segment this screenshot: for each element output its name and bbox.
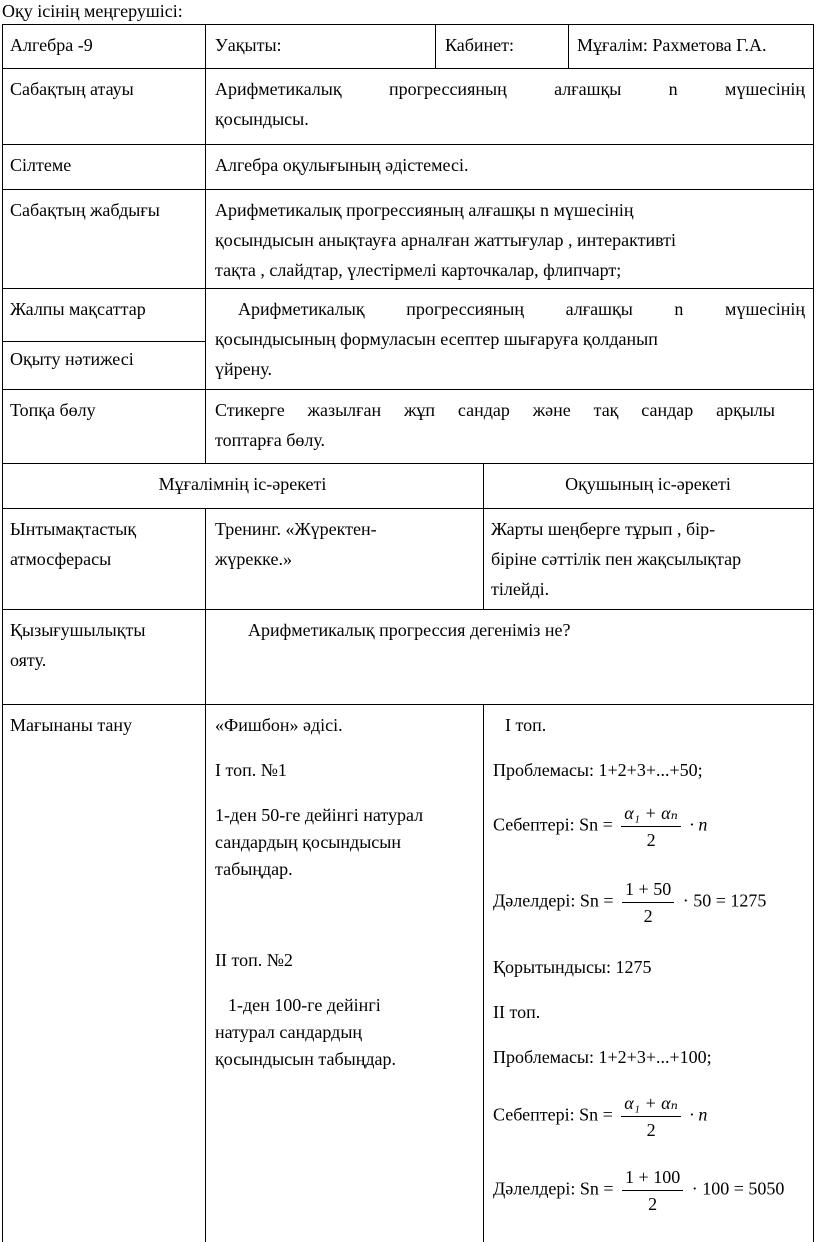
proof-label: Дәлелдері: Sn = [493,1178,614,1199]
proof-result: · 100 = 5050 [691,1178,785,1199]
col-divider [205,68,206,463]
sum-fraction [621,1090,681,1143]
teacher-activity-heading: Мұғалімнің іс-әрекеті [158,474,327,494]
interest-label: ояту. [10,650,47,670]
table-border-right [813,24,814,1242]
row-divider [2,68,814,69]
multiplier: · n [689,1104,708,1125]
col-divider [205,24,206,68]
cause-label: Себептері: Sn = [493,1104,613,1125]
proof-label: Дәлелдері: Sn = [493,890,614,911]
table-border-left [2,24,3,1242]
proof-fraction [622,1164,683,1217]
group2-task-line: натурал сандардың [215,1022,363,1042]
row-divider [2,341,205,342]
proof-formula-1 [493,876,766,929]
col-divider [435,24,436,68]
group2-title: ІІ топ. №2 [215,950,293,970]
proof-result: · 50 = 1275 [682,890,767,911]
row-divider [2,508,814,509]
row-divider [2,389,814,390]
outcomes-label: Оқыту нәтижесі [10,349,134,369]
fraction-numerator: 1 + 50 [622,876,674,903]
fraction-denominator: 2 [643,906,653,926]
interest-label: Қызығушылықты [10,620,146,640]
group1-task-line: 1-ден 50-ге дейінгі натурал [215,805,424,825]
col-divider [205,508,206,1242]
student-problem1: Проблемасы: 1+2+3+...+50; [493,760,703,780]
col-divider [483,704,484,1242]
collab-teacher-line: жүрекке.» [215,549,292,569]
row-divider [2,704,814,705]
grouping-line: топтарға бөлу. [215,430,326,450]
grouping-label: Топқа бөлу [10,400,96,420]
fraction-numerator: α₁ + αₙ [621,1090,681,1117]
proof-fraction [622,876,674,929]
document-header: Оқу ісінің меңгерушісі: [2,1,183,21]
sum-fraction [621,800,681,853]
collab-student-line: Жарты шеңберге тұрып , бір- [491,519,716,539]
cause-formula-2 [493,1090,707,1143]
collab-student-line: тілейді. [491,579,550,599]
row-divider [2,609,814,610]
proof-formula-2 [493,1164,784,1217]
group1-task-line: табыңдар. [215,859,293,879]
fraction-denominator: 2 [646,1120,656,1140]
equipment-label: Сабақтың жабдығы [10,200,160,220]
collab-teacher-line: Тренинг. «Жүректен- [215,519,377,539]
fraction-denominator: 2 [648,1194,658,1214]
fishbone-method: «Фишбон» әдісі. [215,715,343,735]
teacher-cell: Мұғалім: Рахметова Г.А. [577,35,767,55]
group1-task-line: сандардың қосындысын [215,832,402,852]
col-divider [568,24,569,68]
fraction-denominator: 2 [646,830,656,850]
reference-label: Сілтеме [10,155,72,175]
time-cell: Уақыты: [215,35,282,55]
lesson-title-line: Арифметикалық прогрессияның алғашқы n мүшесінің [215,79,805,99]
equipment-line: қосындысын анықтауға арналған жаттығулар , интерактивті [215,230,677,250]
student-activity-heading: Оқушының іс-әрекеті [565,474,731,494]
cause-label: Себептері: Sn = [493,814,613,835]
room-cell: Кабинет: [445,35,515,55]
lesson-title-label: Сабақтың атауы [10,79,134,99]
row-divider [2,24,814,25]
student-conclusion1: Қорытындысы: 1275 [493,957,652,977]
subject-cell: Алгебра -9 [10,35,93,55]
collab-label: Ынтымақтастық [10,519,137,539]
goals-line: үйрену. [215,359,272,379]
grouping-line: Стикерге жазылған жұп сандар және тақ сандар арқылы [215,400,775,420]
row-divider [2,463,814,464]
interest-question: Арифметикалық прогрессия дегеніміз не? [248,620,571,640]
equipment-line: Арифметикалық прогрессияның алғашқы n мүшесінің [215,200,634,220]
collab-student-line: біріне сәттілік пен жақсылықтар [491,549,742,569]
student-group1-title: І топ. [505,715,547,735]
cause-formula-1 [493,800,707,853]
row-divider [2,189,814,190]
student-problem2: Проблемасы: 1+2+3+...+100; [493,1047,712,1067]
goals-line: Арифметикалық прогрессияның алғашқы n мүшесінің [238,299,805,319]
group2-task-line: қосындысын табыңдар. [215,1049,396,1069]
goals-label: Жалпы мақсаттар [10,299,146,319]
reference-value: Алгебра оқулығының әдістемесі. [215,155,469,175]
group2-task-line: 1-ден 100-ге дейінгі [228,995,381,1015]
equipment-line: тақта , слайдтар, үлестірмелі карточкалар, флипчарт; [215,260,622,280]
collab-label: атмосферасы [10,549,112,569]
group1-title: І топ. №1 [215,760,287,780]
row-divider [2,144,814,145]
fraction-numerator: 1 + 100 [622,1164,683,1191]
fraction-numerator: α₁ + αₙ [621,800,681,827]
lesson-title-line: қосындысы. [215,109,309,129]
row-divider [2,288,814,289]
meaning-label: Мағынаны тану [10,715,133,735]
student-group2-title: ІІ топ. [493,1002,541,1022]
goals-line: қосындысының формуласын есептер шығаруға қолданып [215,329,658,349]
col-divider [483,508,484,609]
multiplier: · n [689,814,708,835]
